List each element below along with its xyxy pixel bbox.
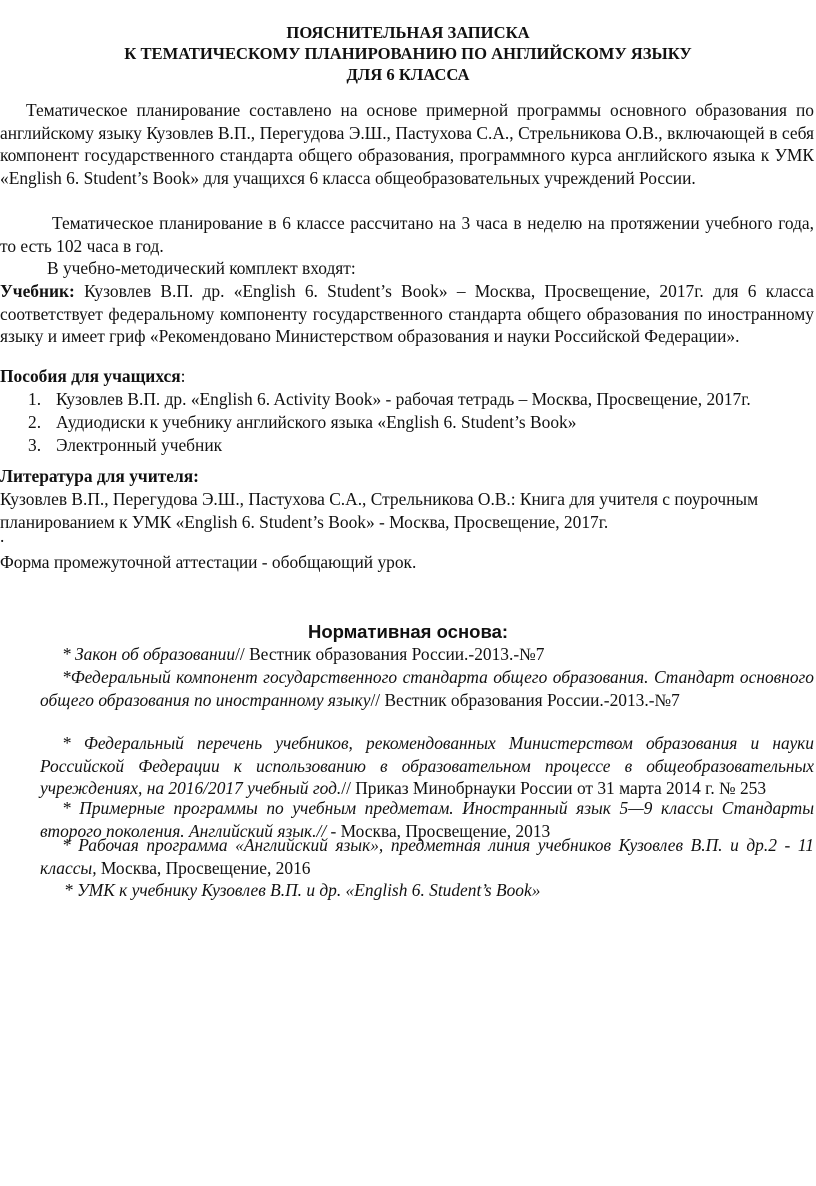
textbook-label: Учебник: [0,281,75,301]
normative-item-italic: * Закон об образовании [62,644,236,664]
normative-item-plain: // Вестник образования России.-2013.-№7 [370,689,680,710]
stray-dot: . [0,526,5,546]
normative-item [40,732,814,800]
document-header [0,22,816,85]
list-item-text: Электронный учебник [56,435,223,455]
teacher-heading: Литература для учителя: [0,466,199,486]
normative-item [40,834,814,879]
normative-item-italic: * УМК к учебнику Кузовлев В.П. и др. «English 6. Student’s Book» [64,880,541,900]
list-item-number: 1. [28,389,42,409]
list-item [28,388,808,411]
normative-item-italic: * Федеральный перечень учебников, рекомендованных Министерством образования и науки Российской Федерации к использованию в образовательном процессе в общеобразовательных учреждениях, на 2016/2017 учебный год. [40,733,814,799]
list-item-number: 3. [28,435,42,455]
normative-item [62,643,814,666]
normative-item-plain: Москва, Просвещение, 2016 [96,857,311,878]
intro-paragraph-3: В учебно-методический комплект входят: [47,258,356,278]
teacher-literature: Кузовлев В.П., Перегудова Э.Ш., Пастухова С.А., Стрельникова О.В.: Книга для учителя с поурочным планированием к УМК «English 6. Student’s Book» - Москва, Просвещение, 2017г. [0,489,759,532]
normative-item [40,666,814,711]
header-title: ПОЯСНИТЕЛЬНАЯ ЗАПИСКА [286,23,530,42]
list-item-text: Аудиодиски к учебнику английского языка «English 6. Student’s Book» [56,412,577,432]
students-label: Пособия для учащихся [0,366,181,386]
textbook-paragraph [0,280,814,348]
header-grade: ДЛЯ 6 КЛАССА [346,65,470,84]
intro-paragraph-1: Тематическое планирование составлено на основе примерной программы основного образования по английскому языку Кузовлев В.П., Перегудова Э.Ш., Пастухова С.А., Стрельникова О.В., включающей в себя компонент государственного стандарта общего образования, программного курса английского языка к УМК «English 6. Student’s Book» для учащихся 6 класса общеобразовательных учреждений России. [0,100,814,188]
normative-item-italic: * Примерные программы по учебным предметам. Иностранный язык 5—9 классы Стандарты второго поколения. Английский язык.// [40,798,814,841]
students-heading [0,365,814,388]
list-item-number: 2. [28,412,42,432]
normative-item-plain: - Москва, Просвещение, 2013 [330,820,551,841]
intro-paragraph-2: Тематическое планирование в 6 классе рассчитано на 3 часа в неделю на протяжении учебного года, то есть 102 часа в год. [0,213,814,256]
header-subtitle: К ТЕМАТИЧЕСКОМУ ПЛАНИРОВАНИЮ ПО АНГЛИЙСКОМУ ЯЗЫКУ [124,44,692,63]
normative-item [64,879,814,902]
assessment-form: Форма промежуточной аттестации - обобщающий урок. [0,552,417,572]
textbook-text: Кузовлев В.П. др. «English 6. Student’s Book» – Москва, Просвещение, 2017г. для 6 класса соответствует федеральному компоненту государственного стандарта общего образования по иностранному языку и имеет гриф «Рекомендовано Министерством образования и науки Российской Федерации». [0,281,814,347]
normative-item-plain: // Вестник образования России.-2013.-№7 [235,644,545,664]
list-item [28,434,808,457]
list-item-text: Кузовлев В.П. др. «English 6. Activity Book» - рабочая тетрадь – Москва, Просвещение, 2017г. [56,389,751,409]
normative-title: Нормативная основа: [307,621,509,642]
students-colon: : [180,366,186,386]
list-item [28,411,808,434]
normative-item-italic: * Рабочая программа «Английский язык», предметная линия учебников Кузовлев В.П. и др.2 - 11 классы, [40,835,814,878]
normative-item-italic: *Федеральный компонент государственного стандарта общего образования. Стандарт основного общего образования по иностранному языку [40,667,814,710]
normative-item-plain: // Приказ Минобрнауки России от 31 марта 2014 г. № 253 [341,778,767,799]
